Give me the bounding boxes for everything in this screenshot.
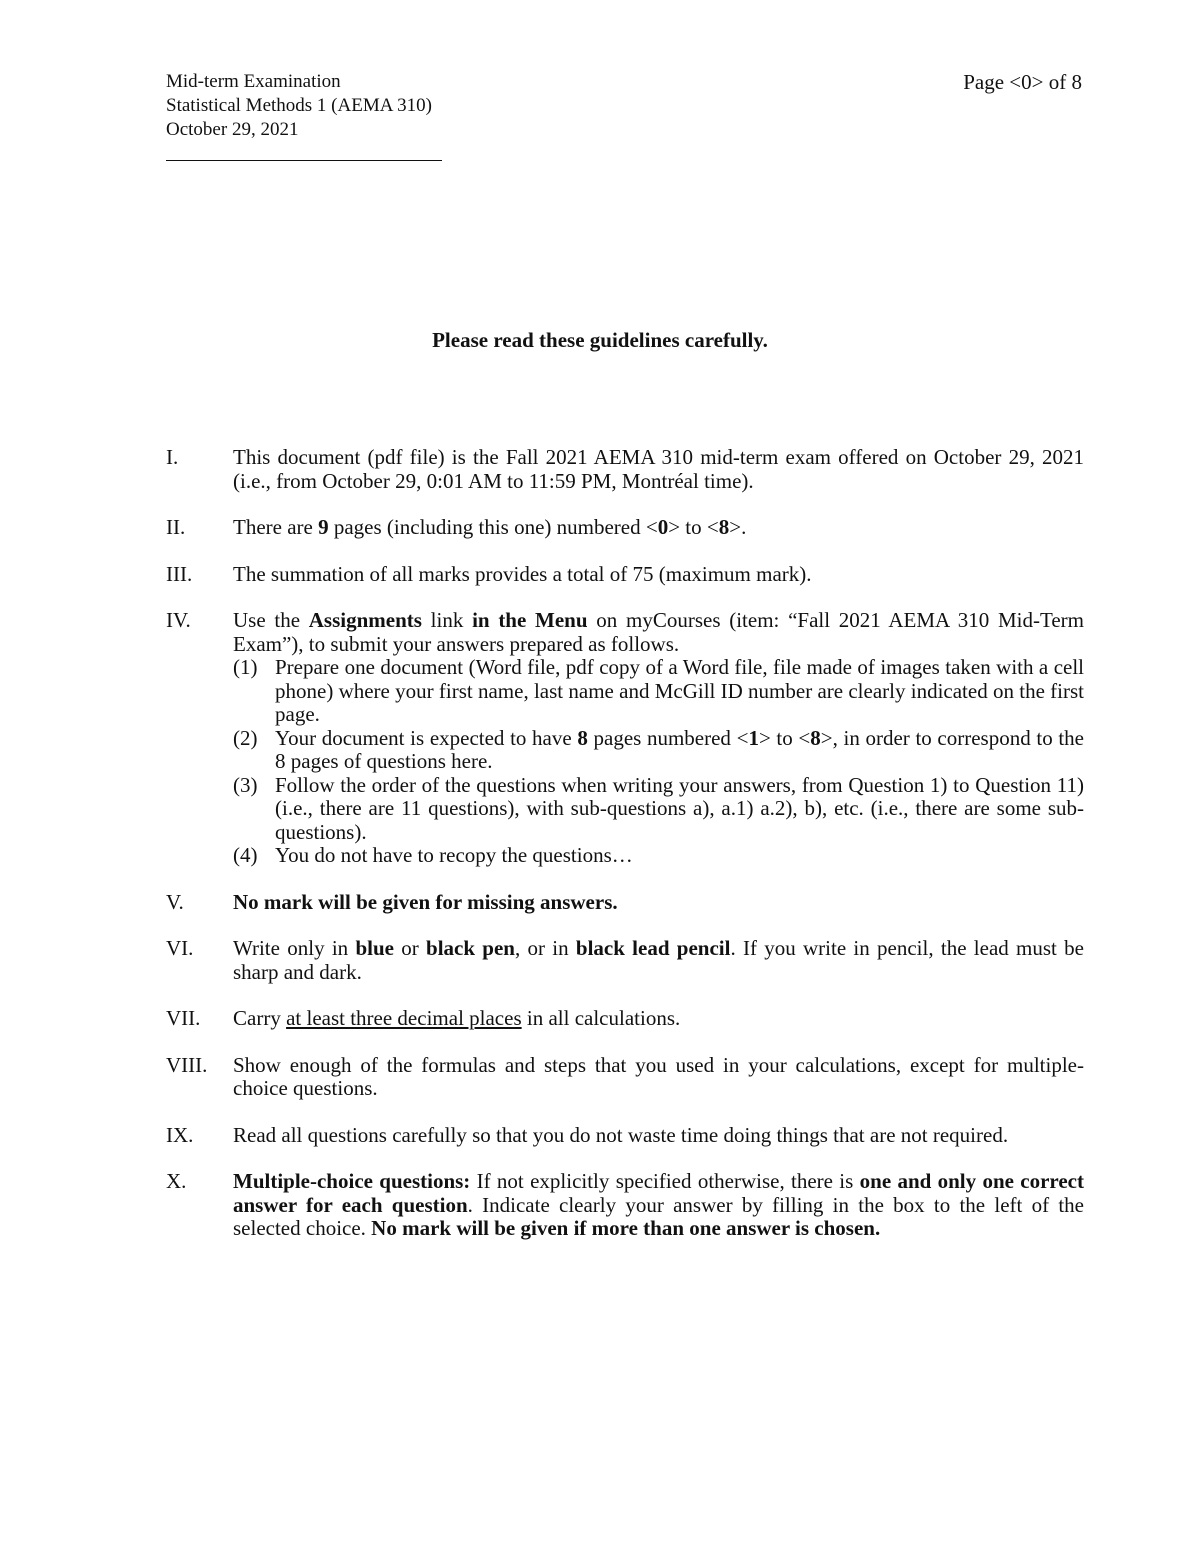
item-text: Use the Assignments link in the Menu on myCourses (item: “Fall 2021 AEMA 310 Mid-Term Exam”), to submit your answers prepared as follows. (1) Prepare one document (Word file, pdf copy of a Word file, file made of images taken with a cell phone) where your first name, last name and McGill ID number are clearly indicated on the first page. (2) Your document is expected to have 8 pages numbered <1> to <8>, in order to correspond to the 8 pages of questions here. (3) Follow the order of the questions when writing your answers, from Question 1) to Question 11) (i.e., there are 11 questions), with sub-questions a), a.1) a.2), b), etc. (i.e., there are some sub-questions). (4) You do not have to recopy the questions… <box>233 608 1085 867</box>
item-text: There are 9 pages (including this one) numbered <0> to <8>. <box>233 515 747 539</box>
exam-date: October 29, 2021 <box>166 119 299 140</box>
item-text: Read all questions carefully so that you do not waste time doing things that are not required. <box>233 1122 1009 1147</box>
item-text: This document (pdf file) is the Fall 2021 AEMA 310 mid-term exam offered on October 29, 2021 (i.e., from October 29, 0:01 AM to 11:59 PM, Montréal time). <box>233 445 1084 493</box>
item-text: The summation of all marks provides a total of 75 (maximum mark). <box>233 561 812 586</box>
item-number: X. <box>166 1169 187 1193</box>
item-number: V. <box>166 889 184 914</box>
guideline-item <box>166 1007 1084 1031</box>
guideline-item <box>166 1054 1084 1101</box>
item-text: No mark will be given for missing answers. <box>233 889 618 914</box>
exam-type: Mid-term Examination <box>166 71 341 92</box>
sub-item-number: (4) <box>233 843 258 867</box>
item-number: I. <box>166 445 179 469</box>
item-number: VI. <box>166 936 194 960</box>
guideline-item <box>166 937 1084 984</box>
item-number: VIII. <box>166 1052 208 1077</box>
item-number: IV. <box>166 608 191 632</box>
sub-item-text: You do not have to recopy the questions… <box>275 843 633 867</box>
sub-item-number: (2) <box>233 725 258 750</box>
sub-item <box>233 656 1084 727</box>
sub-item <box>233 844 1084 868</box>
guideline-item <box>166 609 1084 868</box>
item-number: III. <box>166 561 193 586</box>
item-text: Multiple-choice questions: If not explicitly specified otherwise, there is one and only one correct answer for each question. Indicate clearly your answer by filling in the box to the left of the selected choice. No mark will be given if more than one answer is chosen. <box>233 1169 1084 1240</box>
course-name: Statistical Methods 1 (AEMA 310) <box>166 95 432 116</box>
guideline-item <box>166 1124 1084 1148</box>
guideline-item <box>166 1170 1084 1241</box>
guideline-item <box>166 446 1084 493</box>
header-divider <box>166 160 442 161</box>
page-title: Please read these guidelines carefully. <box>432 328 768 352</box>
sub-item <box>233 774 1084 845</box>
guideline-item <box>166 516 1084 540</box>
sub-item-number: (1) <box>233 655 258 679</box>
item-text: Write only in blue or black pen, or in black lead pencil. If you write in pencil, the lead must be sharp and dark. <box>233 936 1084 984</box>
page-number: Page <0> of 8 <box>963 70 1082 94</box>
sub-item-text: Follow the order of the questions when writing your answers, from Question 1) to Question 11) (i.e., there are 11 questions), with sub-questions a), a.1) a.2), b), etc. (i.e., there are some sub-questions). <box>275 772 1084 844</box>
item-text: Show enough of the formulas and steps that you used in your calculations, except for multiple-choice questions. <box>233 1052 1084 1100</box>
sub-item-text: Your document is expected to have 8 pages numbered <1> to <8>, in order to correspond to the 8 pages of questions here. <box>275 725 1085 773</box>
guidelines-list <box>166 446 1084 1264</box>
sub-item-text: Prepare one document (Word file, pdf copy of a Word file, file made of images taken with a cell phone) where your first name, last name and McGill ID number are clearly indicated on the first page. <box>275 655 1084 726</box>
item-number: VII. <box>166 1006 201 1030</box>
sub-item-number: (3) <box>233 772 258 797</box>
exam-header <box>166 70 432 142</box>
item-text: Carry at least three decimal places in all calculations. <box>233 1006 681 1030</box>
item-number: II. <box>166 515 186 539</box>
sub-item <box>233 727 1084 774</box>
guideline-item <box>166 563 1084 587</box>
item-number: IX. <box>166 1122 194 1147</box>
guideline-item <box>166 891 1084 915</box>
